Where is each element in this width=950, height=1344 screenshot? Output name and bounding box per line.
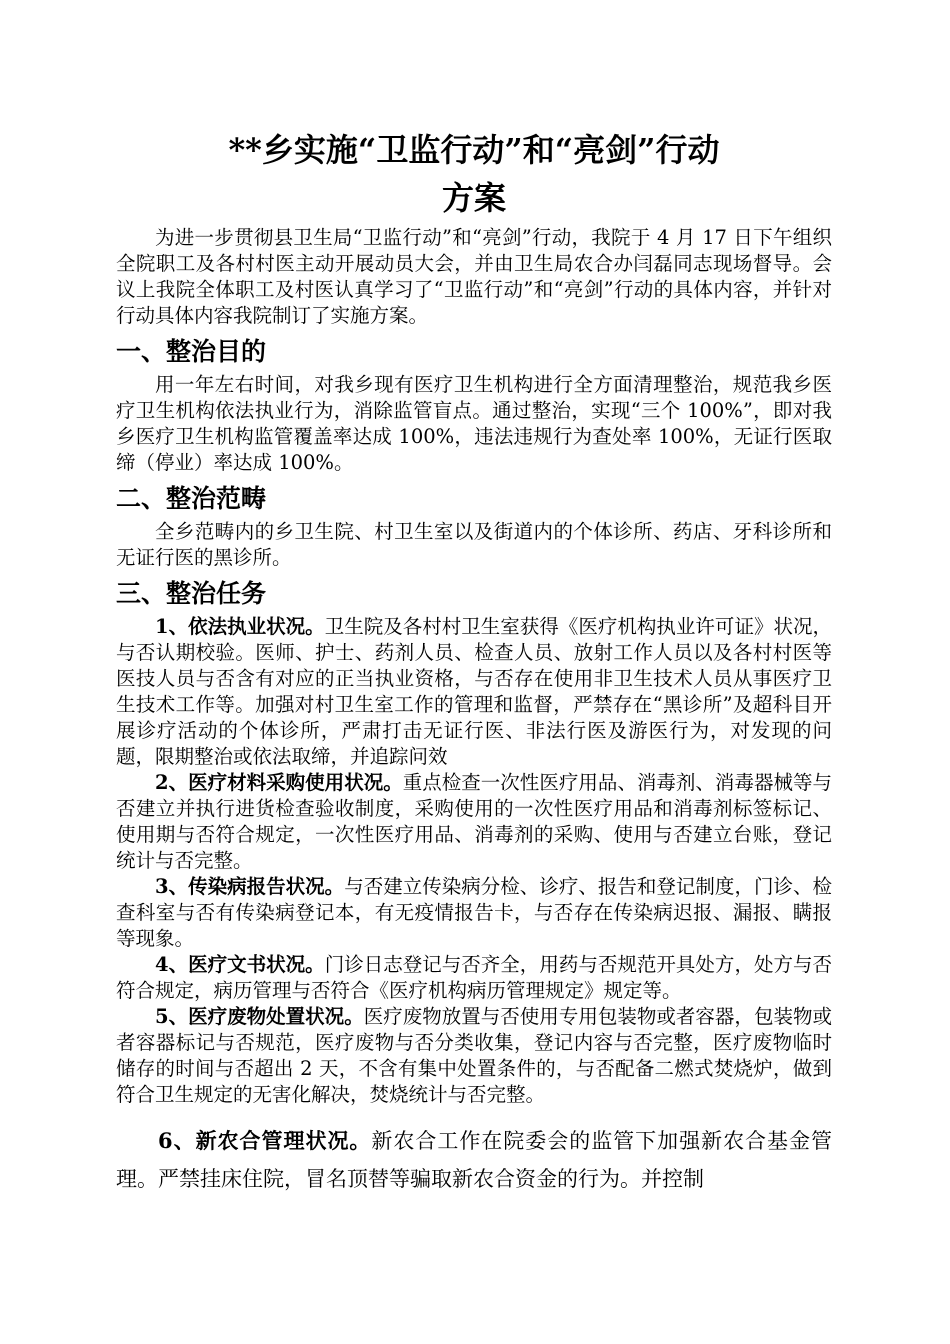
task-item-1 bbox=[116, 614, 832, 770]
task-lead-4: 4、医疗文书状况。 bbox=[155, 953, 325, 976]
task-lead-1: 1、依法执业状况。 bbox=[155, 615, 325, 638]
intro-paragraph: 为进一步贯彻县卫生局“卫监行动”和“亮剑”行动，我院于 4 月 17 日下午组织全院职工及各村村医主动开展动员大会，并由卫生局农合办闫磊同志现场督导。会议上我院全体职工及村医认真学习了“卫监行动”和“亮剑”行动的具体内容，并针对行动具体内容我院制订了实施方案。 bbox=[116, 226, 832, 327]
section-text-scope: 全乡范畴内的乡卫生院、村卫生室以及街道内的个体诊所、药店、牙科诊所和无证行医的黑诊所。 bbox=[116, 520, 832, 569]
task-lead-2: 2、医疗材料采购使用状况。 bbox=[155, 771, 403, 794]
task-item-5 bbox=[116, 1004, 832, 1108]
task-lead-6: 6、新农合管理状况。 bbox=[158, 1128, 372, 1153]
task-item-3 bbox=[116, 874, 832, 952]
task-text-3: 与否建立传染病分检、诊疗、报告和登记制度，门诊、检查科室与否有传染病登记本，有无疫情报告卡，与否存在传染病迟报、漏报、瞒报等现象。 bbox=[116, 875, 832, 950]
task-text-2: 重点检查一次性医疗用品、消毒剂、消毒器械等与否建立并执行进货检查验收制度，采购使用的一次性医疗用品和消毒剂标签标记、使用期与否符合规定，一次性医疗用品、消毒剂的采购、使用与否建立台账，登记统计与否完整。 bbox=[116, 771, 832, 872]
document-title-line2: 方案 bbox=[441, 179, 506, 217]
section-heading-tasks: 三、整治任务 bbox=[116, 579, 267, 608]
task-text-4: 门诊日志登记与否齐全，用药与否规范开具处方，处方与否符合规定，病历管理与否符合《医疗机构病历管理规定》规定等。 bbox=[116, 953, 832, 1002]
section-text-purpose: 用一年左右时间，对我乡现有医疗卫生机构进行全方面清理整治，规范我乡医疗卫生机构依法执业行为，消除监管盲点。通过整治，实现“三个 100%”，即对我乡医疗卫生机构监管覆盖率达成 100%，违法违规行为查处率 100%，无证行医取缔（停业）率达成 100%。 bbox=[116, 373, 832, 474]
section-heading-scope: 二、整治范畴 bbox=[116, 484, 267, 513]
task-text-6: 新农合工作在院委会的监管下加强新农合基金管理。严禁挂床住院，冒名顶替等骗取新农合资金的行为。并控制 bbox=[116, 1129, 832, 1191]
task-item-2 bbox=[116, 770, 832, 874]
task-item-6 bbox=[116, 1122, 832, 1198]
task-item-4 bbox=[116, 952, 832, 1004]
section-heading-purpose: 一、整治目的 bbox=[116, 337, 267, 366]
document-body bbox=[116, 126, 832, 1198]
document-title-line1: **乡实施“卫监行动”和“亮剑”行动 bbox=[228, 131, 720, 169]
task-text-5: 医疗废物放置与否使用专用包装物或者容器，包装物或者容器标记与否规范，医疗废物与否分类收集，登记内容与否完整，医疗废物临时储存的时间与否超出 2 天，不含有集中处置条件的，与否配备二燃式焚烧炉，做到符合卫生规定的无害化解决，焚烧统计与否完整。 bbox=[116, 1005, 832, 1106]
task-lead-5: 5、医疗废物处置状况。 bbox=[155, 1005, 364, 1028]
task-text-1: 卫生院及各村村卫生室获得《医疗机构执业许可证》状况，与否认期校验。医师、护士、药剂人员、检查人员、放射工作人员以及各村村医等医技人员与否含有对应的正当执业资格，与否存在使用非卫生技术人员从事医疗卫生技术工作等。加强对村卫生室工作的管理和监督，严禁存在“黑诊所”及超科目开展诊疗活动的个体诊所，严肃打击无证行医、非法行医及游医行为，对发现的问题，限期整治或依法取缔，并追踪问效 bbox=[116, 615, 832, 768]
task-lead-3: 3、传染病报告状况。 bbox=[155, 875, 345, 898]
